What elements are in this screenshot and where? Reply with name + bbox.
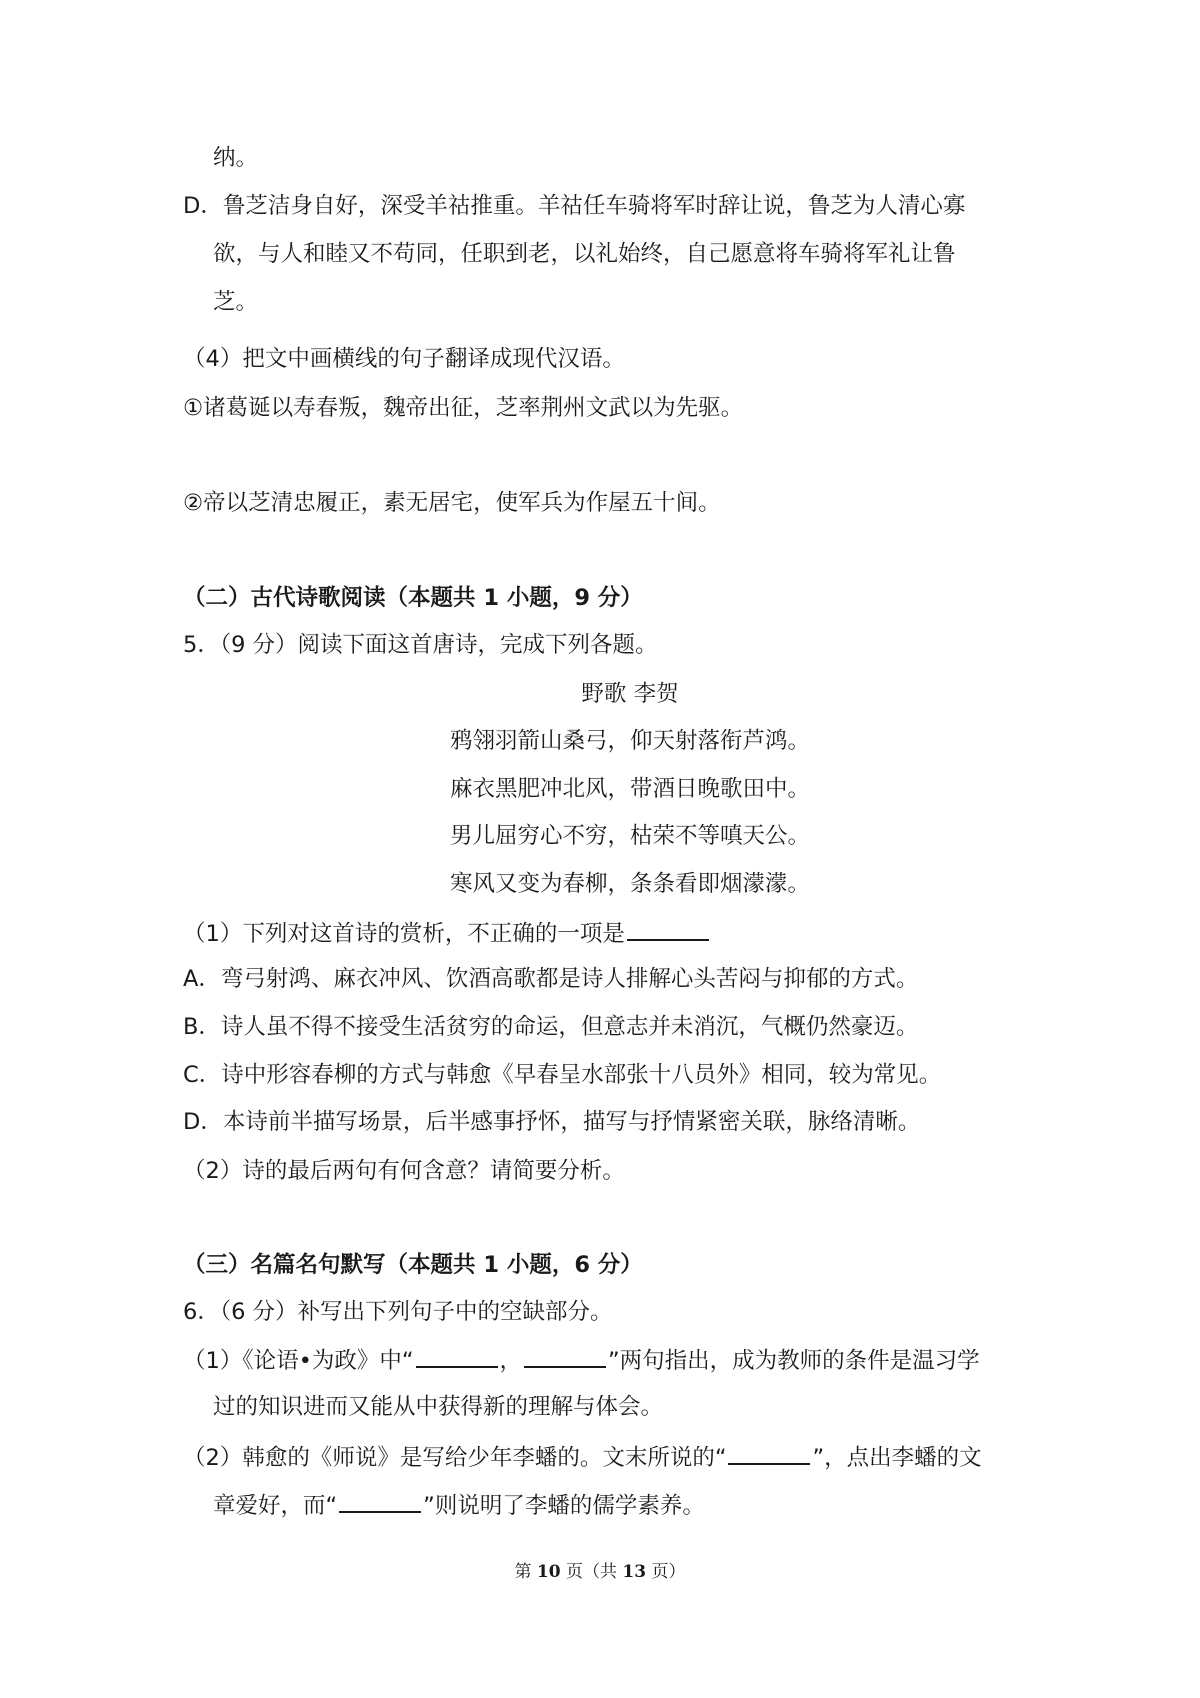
footer-mid: 页（共 [566,1562,617,1582]
poem-line: 麻衣黑肥冲北风，带酒日晚歌田中。 [449,776,810,802]
q6-sub2-line2 [213,1489,705,1521]
q6-sub1-line2: 过的知识进而又能从中获得新的理解与体会。 [213,1394,664,1420]
section3-heading: （三）名篇名句默写（本题共 1 小题，6 分） [183,1252,643,1278]
q5-sub-question-1 [183,917,711,949]
option-d-line3: 芝。 [213,289,259,315]
poem-line: 男儿屈穷心不穷，枯荣不等嗔天公。 [449,823,810,849]
question-6-stem: 6．（6 分）补写出下列句子中的空缺部分。 [183,1299,613,1325]
sub-question-4: （4）把文中画横线的句子翻译成现代汉语。 [183,346,625,372]
option-d: D．本诗前半描写场景，后半感事抒怀，描写与抒情紧密关联，脉络清晰。 [183,1109,921,1135]
answer-blank[interactable] [524,1344,606,1368]
q5-sub1-text: （1）下列对这首诗的赏析，不正确的一项是 [183,921,625,947]
q6-sub2-text-d: ”则说明了李蟠的儒学素养。 [423,1493,705,1519]
poem-line: 寒风又变为春柳，条条看即烟濛濛。 [449,871,810,897]
answer-blank[interactable] [627,917,709,941]
translation-sentence-2: ②帝以芝清忠履正，素无居宅，使军兵为作屋五十间。 [183,490,721,516]
answer-blank[interactable] [416,1344,498,1368]
page-footer [0,1560,1200,1584]
q6-sub-question-2 [183,1441,982,1473]
footer-total-pages: 13 [622,1562,647,1582]
q6-sub1-text-b: ”两句指出，成为教师的条件是温习学 [608,1348,980,1374]
footer-prefix: 第 [514,1562,532,1582]
q6-sub1-sep: ， [499,1348,523,1374]
answer-blank[interactable] [728,1441,810,1465]
answer-blank[interactable] [339,1489,421,1513]
q5-sub-question-2: （2）诗的最后两句有何含意？请简要分析。 [183,1158,625,1184]
option-d-line2: 欲，与人和睦又不苟同，任职到老，以礼始终，自己愿意将车骑将军礼让鲁 [213,241,956,267]
q6-sub2-text-b: ”，点出李蟠的文 [812,1445,982,1471]
option-d-line1: D．鲁芝洁身自好，深受羊祜推重。羊祜任车骑将军时辞让说，鲁芝为人清心寡 [183,193,966,219]
option-b: B．诗人虽不得不接受生活贫穷的命运，但意志并未消沉，气概仍然豪迈。 [183,1014,919,1040]
footer-page-number: 10 [536,1562,561,1582]
section2-heading: （二）古代诗歌阅读（本题共 1 小题，9 分） [183,585,643,611]
translation-sentence-1: ①诸葛诞以寿春叛，魏帝出征，芝率荆州文武以为先驱。 [183,395,744,421]
poem-line: 鸦翎羽箭山桑弓，仰天射落衔芦鸿。 [449,728,810,754]
option-a: A．弯弓射鸿、麻衣冲风、饮酒高歌都是诗人排解心头苦闷与抑郁的方式。 [183,966,919,992]
q6-sub2-text-c: 章爱好，而“ [213,1493,338,1519]
option-c: C．诗中形容春柳的方式与韩愈《早春呈水部张十八员外》相同，较为常见。 [183,1062,942,1088]
q6-sub-question-1 [183,1344,980,1376]
poem-title: 野歌 李贺 [581,681,679,707]
option-c-continuation: 纳。 [213,145,259,171]
footer-suffix: 页） [651,1562,686,1582]
q6-sub2-text-a: （2）韩愈的《师说》是写给少年李蟠的。文末所说的“ [183,1445,727,1471]
q6-sub1-text-a: （1）《论语•为政》中“ [183,1348,414,1374]
question-5-stem: 5．（9 分）阅读下面这首唐诗，完成下列各题。 [183,632,658,658]
